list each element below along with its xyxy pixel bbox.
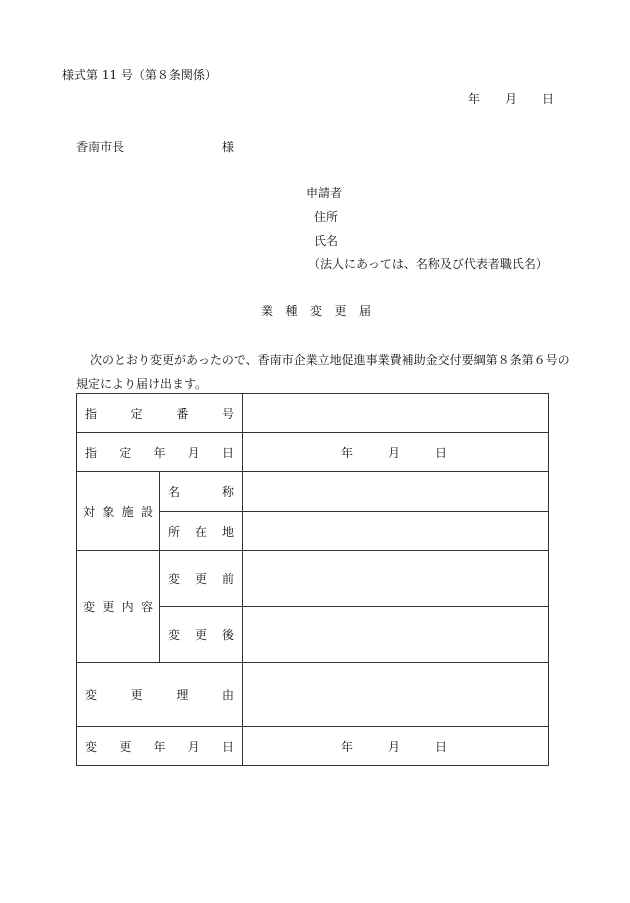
label-char: 変: [168, 628, 181, 642]
label-char: 変: [85, 739, 98, 754]
label-char: 内: [121, 600, 134, 614]
table-row-change-date: [77, 727, 549, 766]
label-char: 月: [187, 739, 200, 754]
label-char: 対: [83, 504, 96, 519]
applicant-title: 申請者: [306, 186, 343, 200]
designation-date-label: [77, 433, 243, 472]
label-char: 指: [85, 445, 98, 460]
label-char: 更: [119, 739, 132, 754]
designation-number-label: [77, 394, 243, 433]
day-label: 日: [434, 739, 447, 754]
label-char: 定: [130, 406, 143, 421]
month-label: 月: [387, 445, 400, 460]
label-char: 指: [85, 406, 98, 421]
year-label: 年: [341, 445, 354, 460]
label-char: 所: [168, 524, 181, 539]
submission-date: [468, 92, 554, 106]
label-char: 名: [168, 485, 181, 499]
month-label: 月: [504, 92, 517, 106]
change-reason-field[interactable]: [243, 663, 549, 727]
change-content-label: [77, 551, 160, 663]
label-char: 由: [221, 688, 234, 702]
label-char: 日: [221, 445, 234, 460]
label-char: 容: [140, 600, 153, 614]
after-change-field[interactable]: [243, 607, 549, 663]
before-change-field[interactable]: [243, 551, 549, 607]
after-change-label: [160, 607, 243, 663]
change-date-label: [77, 727, 243, 766]
label-char: 年: [153, 739, 166, 754]
table-row-change-before: [77, 551, 549, 607]
label-char: 地: [221, 524, 234, 539]
day-label: 日: [541, 92, 554, 106]
table-row-change-reason: [77, 663, 549, 727]
document-title: [261, 304, 371, 318]
table-row-designation-date: [77, 433, 549, 472]
label-char: 定: [119, 445, 132, 460]
label-char: 年: [153, 445, 166, 460]
label-char: 号: [221, 406, 234, 421]
table-row-designation-number: [77, 394, 549, 433]
facility-location-label: [160, 512, 243, 551]
label-char: 理: [176, 688, 189, 702]
label-char: 後: [221, 628, 234, 642]
applicant-name-label: 氏名: [314, 234, 339, 248]
before-change-label: [160, 551, 243, 607]
label-char: 在: [194, 524, 207, 539]
title-char: 種: [285, 304, 298, 318]
label-char: 変: [83, 600, 96, 614]
label-char: 更: [194, 628, 207, 642]
day-label: 日: [434, 445, 447, 460]
label-char: 設: [140, 504, 153, 519]
label-char: 変: [85, 688, 98, 702]
year-label: 年: [341, 739, 354, 754]
label-char: 番: [176, 406, 189, 421]
label-char: 称: [221, 485, 234, 499]
target-facility-label: [77, 472, 160, 551]
notification-form-table: [76, 393, 549, 766]
designation-number-field[interactable]: [243, 394, 549, 433]
form-number: 様式第 11 号（第８条関係）: [62, 68, 217, 82]
label-char: 更: [194, 572, 207, 586]
title-char: 業: [261, 304, 274, 318]
label-char: 前: [221, 572, 234, 586]
label-char: 月: [187, 445, 200, 460]
facility-name-label: [160, 472, 243, 512]
body-paragraph: 次のとおり変更があったので、香南市企業立地促進事業費補助金交付要綱第８条第６号の規定により届け出ます。: [76, 353, 570, 391]
facility-name-field[interactable]: [243, 472, 549, 512]
label-char: 更: [130, 688, 143, 702]
label-char: 変: [168, 572, 181, 586]
title-char: 更: [334, 304, 347, 318]
label-char: 日: [221, 739, 234, 754]
label-char: 更: [102, 600, 115, 614]
label-char: 象: [102, 504, 115, 519]
table-row-facility-name: [77, 472, 549, 512]
change-date-field[interactable]: [243, 727, 549, 766]
applicant-note: （法人にあっては、名称及び代表者職氏名）: [308, 257, 548, 271]
change-reason-label: [77, 663, 243, 727]
title-char: 変: [309, 304, 322, 318]
applicant-address-label: 住所: [314, 210, 339, 224]
facility-location-field[interactable]: [243, 512, 549, 551]
designation-date-field[interactable]: [243, 433, 549, 472]
title-char: 届: [358, 304, 371, 318]
year-label: 年: [468, 92, 481, 106]
month-label: 月: [387, 739, 400, 754]
label-char: 施: [121, 504, 134, 519]
addressee-honorific: 様: [222, 140, 235, 154]
addressee-name: 香南市長: [76, 140, 125, 154]
